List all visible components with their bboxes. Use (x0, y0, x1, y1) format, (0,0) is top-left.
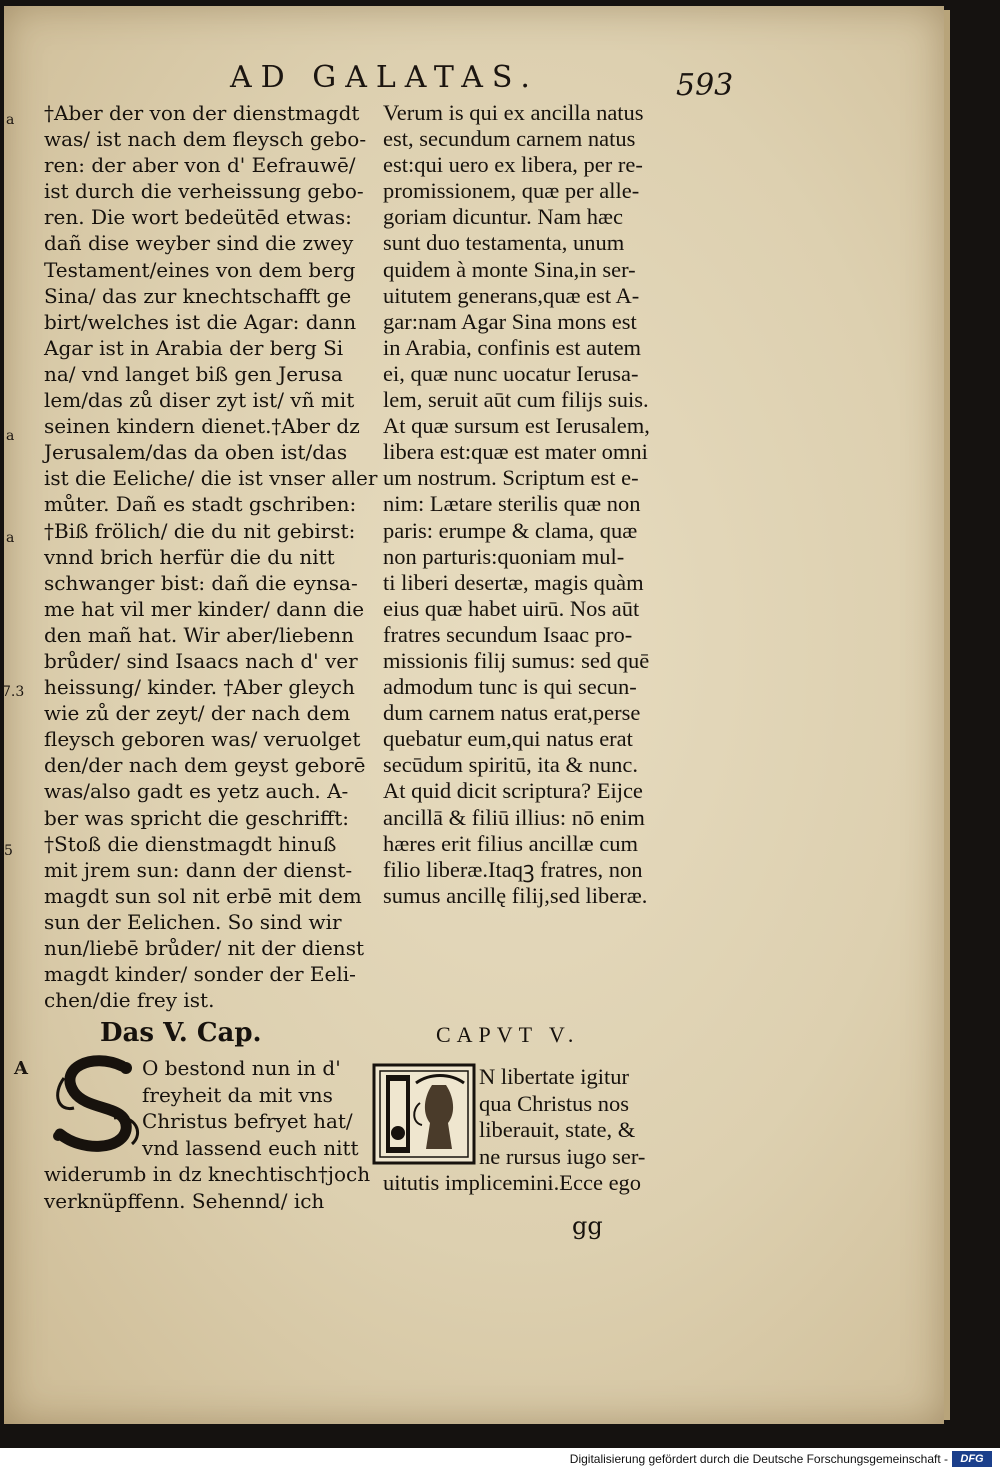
text-line: seinen kindern dienet.†Aber dz (44, 414, 360, 439)
text-line: ne rursus iugo ser- (479, 1143, 646, 1169)
text-line: ren. Die wort bedeütēd etwas: (44, 205, 352, 230)
text-line: vnnd brich herfür die du nitt (44, 544, 335, 569)
margin-ref: a (6, 428, 15, 444)
text-line: brůder/ sind Isaacs nach d' ver (44, 648, 358, 673)
margin-ref: 7.3 (2, 684, 25, 700)
text-line: liberauit, state, & (479, 1117, 636, 1143)
text-line: libera est:quæ est mater omni (383, 439, 648, 465)
text-line: was/ ist nach dem fleysch gebo- (44, 127, 367, 152)
text-line: Christus befryet hat/ (142, 1109, 353, 1134)
text-line: At quid dicit scriptura? Eijce (383, 778, 643, 804)
text-line: lem/das zů diser zyt ist/ vñ mit (44, 388, 355, 413)
margin-ref: a (6, 530, 15, 546)
text-line: uitutem generans,quæ est A- (383, 282, 640, 308)
text-line: dañ dise weyber sind die zwey (44, 231, 354, 256)
text-line: was/also gadt es yetz auch. A- (44, 779, 349, 804)
folio-number: 593 (676, 68, 734, 103)
text-line: vnd lassend euch nitt (142, 1135, 359, 1160)
text-line: freyheit da mit vns (142, 1082, 333, 1107)
text-line: missionis filij sumus: sed quē (383, 647, 650, 673)
text-line: mit jrem sun: dann der dienst- (44, 857, 353, 882)
text-line: heissung/ kinder. †Aber gleych (44, 675, 355, 700)
text-line: magdt sun sol nit erbē mit dem (44, 883, 362, 908)
signature-mark: gg (572, 1212, 603, 1240)
text-line: fleysch geboren was/ veruolget (44, 727, 361, 752)
text-line: ancillā & filiū illius: nō enim (383, 804, 645, 830)
text-line: ist durch die verheissung gebo- (44, 179, 364, 204)
text-line: ren: der aber von d' Eefrauwē/ (44, 153, 356, 178)
text-line: secūdum spiritū, ita & nunc. (383, 752, 638, 778)
german-chapter-heading: Das V. Cap. (100, 1018, 262, 1048)
margin-ref: a (6, 112, 15, 128)
text-line: quebatur eum,qui natus erat (383, 726, 633, 752)
text-line: non parturis:quoniam mul- (383, 543, 625, 569)
text-line: At quæ sursum est Ierusalem, (383, 413, 650, 439)
text-line: můter. Dañ es stadt gschriben: (44, 492, 357, 517)
text-line: wie zů der zeyt/ der nach dem (44, 701, 351, 726)
text-line: N libertate igitur (479, 1064, 629, 1089)
margin-ref: A (14, 1058, 28, 1079)
text-line: filio liberæ.Itaqꝫ fratres, non (383, 856, 643, 882)
text-line: lem, seruit aūt cum filijs suis. (383, 387, 649, 413)
text-line: goriam dicuntur. Nam hæc (383, 204, 623, 230)
text-line: est, secundum carnem natus (383, 126, 636, 152)
text-line: hæres erit filius ancillæ cum (383, 830, 638, 856)
running-head: AD GALATAS. (230, 60, 539, 95)
text-line: in Arabia, confinis est autem (383, 334, 642, 360)
text-line: est:qui uero ex libera, per re- (383, 152, 643, 178)
text-line: O bestond nun in d' (142, 1056, 341, 1080)
text-line: dum carnem natus erat,perse (383, 700, 641, 726)
page-edge (944, 10, 950, 1420)
text-line: †Aber der von der dienstmagdt (44, 101, 360, 125)
text-line: birt/welches ist die Agar: dann (44, 309, 357, 334)
latin-chapter-text (383, 1064, 703, 1197)
text-line: schwanger bist: dañ die eynsa- (44, 570, 358, 595)
text-line: den/der nach dem geyst geborē (44, 753, 366, 778)
text-line: Agar ist in Arabia der berg Si (44, 335, 344, 360)
text-line: nun/liebē brůder/ nit der dienst (44, 936, 364, 960)
german-text-column (44, 100, 378, 1013)
text-line: fratres secundum Isaac pro- (383, 621, 633, 647)
text-line: quidem à monte Sina,in ser- (383, 256, 636, 282)
text-line: den mañ hat. Wir aber/liebenn (44, 622, 354, 647)
text-line: nim: Lætare sterilis quæ non (383, 491, 641, 517)
text-line: admodum tunc is qui secun- (383, 674, 637, 700)
german-chapter-text (44, 1055, 384, 1215)
text-line: sun der Eelichen. So sind wir (44, 909, 342, 934)
text-line: Testament/eines von dem berg (44, 257, 356, 282)
text-line: paris: erumpe & clama, quæ (383, 517, 638, 543)
text-line: sunt duo testamenta, unum (383, 230, 625, 256)
text-line: ti liberi desertæ, magis quàm (383, 569, 644, 595)
text-line: promissionem, quæ per alle- (383, 178, 640, 204)
text-line: Jerusalem/das da oben ist/das (44, 440, 348, 465)
text-line: widerumb in dz knechtisch†joch (44, 1162, 371, 1187)
text-line: †Biß frölich/ die du nit gebirst: (44, 518, 356, 543)
latin-chapter-heading: CAPVT V. (436, 1022, 580, 1047)
text-line: Sina/ das zur knechtschafft ge (44, 283, 352, 308)
text-line: qua Christus nos (479, 1090, 630, 1116)
text-line: sumus ancillę filij,sed liberæ. (383, 882, 648, 908)
text-line: ei, quæ nunc uocatur Ierusa- (383, 360, 639, 386)
text-line: ist die Eeliche/ die ist vnser aller (44, 466, 378, 491)
dfg-logo: DFG (952, 1451, 992, 1467)
text-line: uitutis implicemini.Ecce ego (383, 1170, 642, 1196)
text-line: gar:nam Agar Sina mons est (383, 308, 637, 334)
margin-ref: 5 (4, 843, 13, 859)
text-line: na/ vnd langet biß gen Jerusa (44, 361, 343, 386)
text-line: um nostrum. Scriptum est e- (383, 465, 639, 491)
digitization-credit: Digitalisierung gefördert durch die Deutsche Forschungsgemeinschaft - (569, 1452, 948, 1466)
text-line: ber was spricht die geschrifft: (44, 805, 350, 830)
text-line: chen/die frey ist. (44, 988, 215, 1013)
text-line: magdt kinder/ sonder der Eeli- (44, 962, 356, 987)
text-line: me hat vil mer kinder/ dann die (44, 596, 365, 621)
text-line: eius quæ habet uirū. Nos aūt (383, 595, 640, 621)
latin-text-column (383, 100, 703, 909)
text-line: †Stoß die dienstmagdt hinuß (44, 831, 337, 856)
text-line: Verum is qui ex ancilla natus (383, 100, 644, 125)
text-line: verknüpffenn. Sehennd/ ich (44, 1188, 325, 1213)
